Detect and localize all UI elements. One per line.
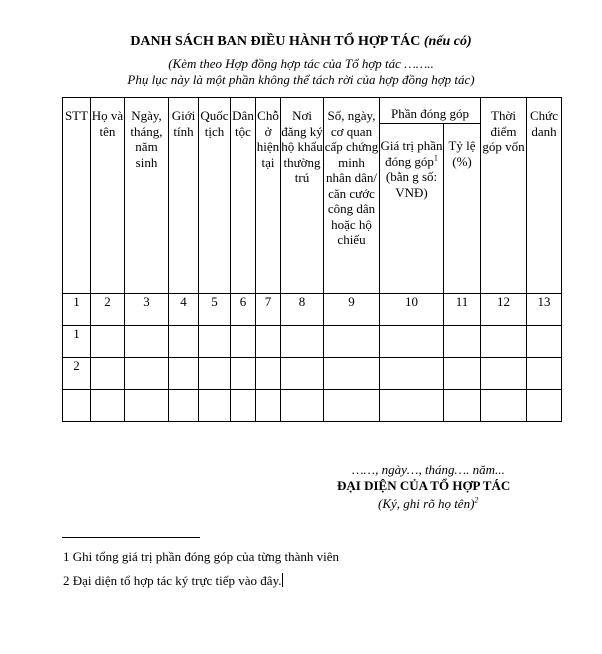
table-cell bbox=[231, 326, 256, 358]
header-gia-tri-text: Giá trị phần đóng góp bbox=[380, 138, 443, 169]
header-quoc-tich: Quốc tịch bbox=[199, 98, 231, 294]
table-cell bbox=[444, 390, 481, 422]
table-cell bbox=[91, 358, 125, 390]
signature-note-text: (Ký, ghi rõ họ tên) bbox=[378, 496, 475, 511]
column-number: 6 bbox=[231, 294, 256, 326]
row-stt bbox=[63, 390, 91, 422]
header-stt: STT bbox=[63, 98, 91, 294]
column-number: 1 bbox=[63, 294, 91, 326]
table-cell bbox=[199, 358, 231, 390]
table-cell bbox=[444, 326, 481, 358]
table-cell bbox=[481, 358, 527, 390]
footnote-2 bbox=[63, 573, 283, 589]
header-gia-tri bbox=[380, 124, 444, 294]
signature-title: ĐẠI DIỆN CỦA TỔ HỢP TÁC bbox=[337, 478, 511, 493]
table-cell bbox=[91, 326, 125, 358]
subtitle-line-1: (Kèm theo Hợp đồng hợp tác của Tổ hợp tác …….. bbox=[168, 56, 434, 71]
footnote-ref-1: 1 bbox=[433, 153, 438, 163]
title-suffix: (nếu có) bbox=[423, 34, 472, 49]
table-cell bbox=[91, 390, 125, 422]
column-number: 10 bbox=[380, 294, 444, 326]
table-cell bbox=[324, 326, 380, 358]
table-cell bbox=[199, 326, 231, 358]
table-cell bbox=[380, 326, 444, 358]
row-stt: 1 bbox=[63, 326, 91, 358]
header-noi-dang-ky: Nơi đăng ký hộ khẩu thường trú bbox=[281, 98, 324, 294]
table-cell bbox=[281, 390, 324, 422]
table-cell bbox=[256, 358, 281, 390]
table-cell bbox=[199, 390, 231, 422]
header-dan-toc: Dân tộc bbox=[231, 98, 256, 294]
column-number: 13 bbox=[527, 294, 562, 326]
table-cell bbox=[281, 326, 324, 358]
column-number: 9 bbox=[324, 294, 380, 326]
header-so-cmnd: Số, ngày, cơ quan cấp chứng minh nhân dân/ căn cước công dân hoặc hộ chiếu bbox=[324, 98, 380, 294]
table-cell bbox=[256, 326, 281, 358]
table-cell bbox=[231, 358, 256, 390]
table-cell bbox=[125, 326, 169, 358]
header-phan-dong-gop: Phần đóng góp bbox=[380, 98, 481, 124]
subtitle-line-2: Phụ lục này là một phần không thể tách rời của hợp đồng hợp tác) bbox=[127, 72, 475, 87]
document-subtitle bbox=[0, 56, 602, 88]
column-number: 2 bbox=[91, 294, 125, 326]
title-main: DANH SÁCH BAN ĐIỀU HÀNH TỔ HỢP TÁC bbox=[130, 34, 421, 49]
table-cell bbox=[231, 390, 256, 422]
header-chuc-danh: Chức danh bbox=[527, 98, 562, 294]
table-cell bbox=[125, 358, 169, 390]
table-cell bbox=[527, 358, 562, 390]
table-cell bbox=[481, 390, 527, 422]
table-cell bbox=[444, 358, 481, 390]
table-cell bbox=[281, 358, 324, 390]
table-cell bbox=[527, 390, 562, 422]
table-cell bbox=[324, 358, 380, 390]
header-ngay-sinh: Ngày, tháng, năm sinh bbox=[125, 98, 169, 294]
row-stt: 2 bbox=[63, 358, 91, 390]
footnote-2-text: 2 Đại diện tổ hợp tác ký trực tiếp vào đây. bbox=[63, 573, 282, 588]
header-thoi-diem: Thời điểm góp vốn bbox=[481, 98, 527, 294]
table-cell bbox=[169, 390, 199, 422]
column-number-row bbox=[63, 294, 562, 326]
header-gia-tri-tail: (bằn g số: VNĐ) bbox=[385, 169, 438, 200]
table-cell bbox=[125, 390, 169, 422]
table-cell bbox=[527, 326, 562, 358]
header-row-1 bbox=[63, 98, 562, 124]
footnote-1: 1 Ghi tổng giá trị phần đóng góp của từng thành viên bbox=[63, 549, 340, 564]
column-number: 12 bbox=[481, 294, 527, 326]
column-number: 7 bbox=[256, 294, 281, 326]
board-table bbox=[62, 97, 562, 422]
table-row bbox=[63, 326, 562, 358]
column-number: 4 bbox=[169, 294, 199, 326]
table-cell bbox=[324, 390, 380, 422]
table-cell bbox=[169, 326, 199, 358]
footnote-separator bbox=[62, 537, 200, 538]
table-row bbox=[63, 358, 562, 390]
signature-date-line: ……, ngày…, tháng…. năm... bbox=[352, 462, 505, 477]
document-title bbox=[0, 34, 602, 50]
header-gioi-tinh: Giới tính bbox=[169, 98, 199, 294]
column-number: 8 bbox=[281, 294, 324, 326]
table-row bbox=[63, 390, 562, 422]
header-cho-o: Chỗ ở hiện tại bbox=[256, 98, 281, 294]
column-number: 11 bbox=[444, 294, 481, 326]
table-cell bbox=[169, 358, 199, 390]
table-cell bbox=[256, 390, 281, 422]
column-number: 5 bbox=[199, 294, 231, 326]
text-cursor bbox=[282, 573, 283, 587]
column-number: 3 bbox=[125, 294, 169, 326]
table-cell bbox=[481, 326, 527, 358]
footnote-ref-2: 2 bbox=[474, 495, 479, 505]
header-ty-le: Tỷ lệ (%) bbox=[444, 124, 481, 294]
table-cell bbox=[380, 390, 444, 422]
header-ho-ten: Họ và tên bbox=[91, 98, 125, 294]
table-cell bbox=[380, 358, 444, 390]
signature-note bbox=[378, 496, 478, 512]
